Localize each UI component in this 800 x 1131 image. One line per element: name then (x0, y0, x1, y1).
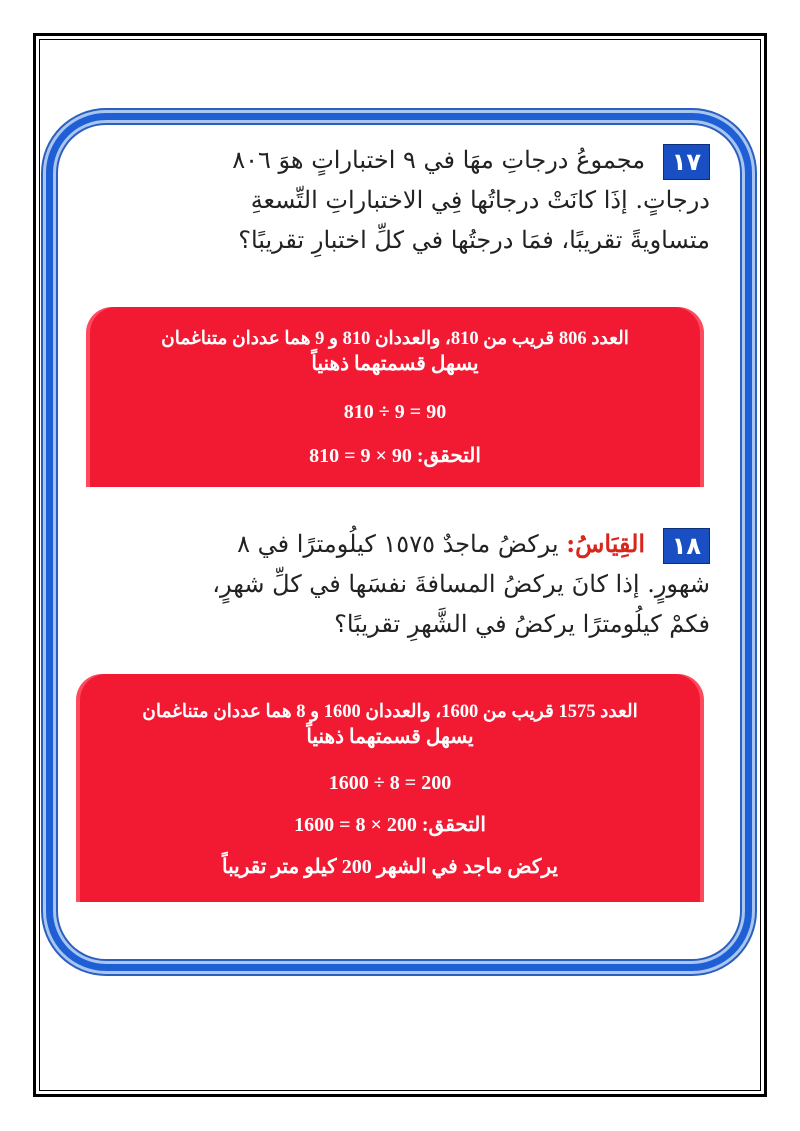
answer-18-line1: العدد 1575 قريب من 1600، والعددان 1600 و 8 هما عددان متناغمان (142, 702, 638, 722)
answer-17-equation: 90 = 9 ÷ 810 (343, 401, 447, 423)
answer-18-conclusion: يركض ماجد في الشهر 200 كيلو متر تقريباً (222, 856, 558, 878)
answer-18-equation: 200 = 8 ÷ 1600 (328, 772, 452, 794)
question-18-topic: القِيَاسُ: (566, 529, 646, 558)
answer-17-line2: يسهل قسمتهما ذهنياً (311, 353, 479, 375)
question-17 (170, 140, 710, 260)
answer-box-18 (80, 674, 700, 902)
question-number-17: ١٧ (663, 144, 710, 180)
question-18-text: يركضُ ماجدٌ ١٥٧٥ كيلُومترًا في ٨ شهورٍ. إذا كانَ يركضُ المسافةَ نفسَها في كلِّ شهرٍ، فكمْ كيلُومترًا يركضُ في الشَّهرِ تقريبًا؟ (212, 530, 710, 638)
question-17-text: مجموعُ درجاتِ مهَا في ٩ اختباراتٍ هوَ ٨٠٦ درجاتٍ. إذَا كانَتْ درجاتُها فِي الاختباراتِ التِّسعةِ متساويةً تقريبًا، فمَا درجتُها في كلِّ اختبارِ تقريبًا؟ (232, 146, 710, 254)
answer-17-check: التحقق: 90 × 9 = 810 (309, 445, 481, 467)
answer-box-17 (90, 307, 700, 487)
question-number-18: ١٨ (663, 528, 710, 564)
answer-18-line2: يسهل قسمتهما ذهنياً (306, 726, 474, 748)
question-18 (170, 524, 710, 644)
answer-18-check: التحقق: 200 × 8 = 1600 (294, 814, 486, 836)
answer-17-line1: العدد 806 قريب من 810، والعددان 810 و 9 هما عددان متناغمان (161, 329, 629, 349)
